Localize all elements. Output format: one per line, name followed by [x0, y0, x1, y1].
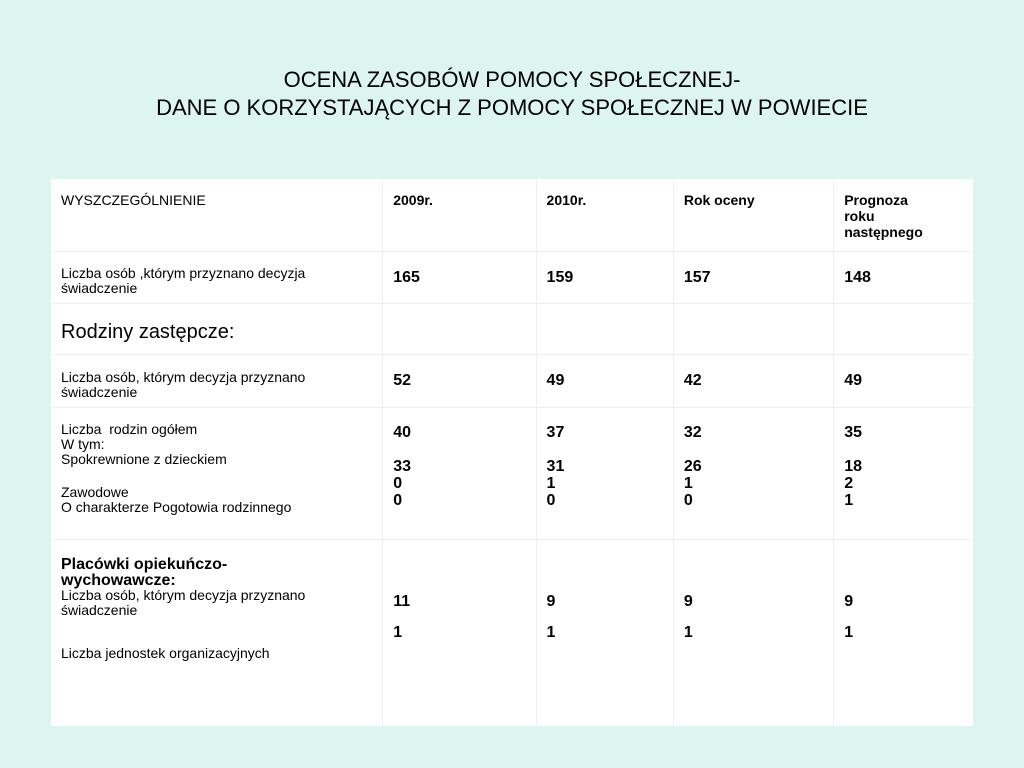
row3-prognoza-zawodowe: 2	[844, 474, 854, 492]
row4-prognoza-jednostki: 1	[844, 623, 854, 641]
row3-prognoza-total: 35	[844, 423, 862, 441]
header-cell-prognoza	[834, 179, 973, 251]
row3-2009-total: 40	[393, 423, 412, 441]
row2-value-2010: 49	[546, 371, 565, 389]
data-table	[51, 179, 973, 726]
row3-rok-oceny-zawodowe: 1	[683, 474, 693, 492]
row3-label-line-5: O charakterze Pogotowia rodzinnego	[61, 498, 292, 515]
row2-value-rok-oceny: 42	[683, 371, 702, 389]
row4-rok-oceny-jednostki: 1	[683, 623, 693, 641]
row4-value-cell	[834, 539, 973, 726]
header-cell-2010	[536, 179, 673, 251]
header-prognoza-line-1: Prognoza	[844, 192, 908, 208]
header-cell-description	[51, 179, 383, 251]
row3-label-line-1: Liczba rodzin ogółem	[61, 420, 198, 437]
row3-values-prognoza	[834, 408, 973, 509]
header-cell-rok-oceny	[673, 179, 833, 251]
page-title	[0, 66, 1024, 122]
row4-heading-line-2: wychowawcze:	[61, 571, 176, 589]
row4-values-2010	[537, 540, 673, 641]
row2-value-cell	[834, 354, 973, 407]
row3-value-cell	[536, 407, 673, 539]
header-prognoza-line-3: następnego	[844, 224, 923, 240]
header-prognoza	[834, 179, 973, 240]
row4-prognoza-osoby: 9	[844, 592, 854, 610]
row3-label-line-2: W tym:	[61, 435, 105, 452]
row4-value-cell	[673, 539, 833, 726]
row2-label	[51, 355, 382, 400]
row1-value-cell	[536, 251, 673, 303]
row1-value-2010: 159	[546, 268, 574, 286]
title-line-2: DANE O KORZYSTAJĄCYCH Z POMOCY SPOŁECZNEJ W POWIECIE	[156, 95, 868, 120]
row4-2009-jednostki: 1	[393, 623, 403, 641]
row4-label-cell	[51, 539, 383, 726]
header-cell-2009	[383, 179, 536, 251]
row3-2010-zawodowe: 1	[546, 474, 556, 492]
row1-value-rok-oceny: 157	[683, 268, 711, 286]
row1-label-cell	[51, 251, 383, 303]
header-rok-oceny: Rok oceny	[683, 192, 755, 208]
header-prognoza-line-2: roku	[844, 208, 875, 224]
row4-value-cell	[536, 539, 673, 726]
row1-label	[51, 252, 382, 296]
section-row	[51, 303, 973, 354]
row4-values-2009	[383, 540, 535, 641]
section-empty-cell	[536, 303, 673, 354]
row1-value-cell	[383, 251, 536, 303]
row2-value-cell	[673, 354, 833, 407]
section-empty-cell	[673, 303, 833, 354]
row4-values-rok-oceny	[674, 540, 833, 641]
row1-value-2009: 165	[393, 268, 420, 286]
table-row	[51, 251, 973, 303]
row3-values-2009	[383, 408, 535, 509]
section-label-cell	[51, 303, 383, 354]
row4-2010-osoby: 9	[546, 592, 556, 610]
title-line-1: OCENA ZASOBÓW POMOCY SPOŁECZNEJ-	[283, 67, 741, 92]
row1-value-cell	[673, 251, 833, 303]
row3-value-cell	[673, 407, 833, 539]
row4-label-line-2: świadczenie	[61, 601, 138, 618]
table-row	[51, 407, 973, 539]
row2-value-2009: 52	[393, 371, 412, 389]
row3-rok-oceny-spokrewnione: 26	[683, 457, 702, 475]
row3-values-2010	[537, 408, 673, 509]
row2-value-cell	[536, 354, 673, 407]
row3-value-cell	[834, 407, 973, 539]
row3-label-line-4: Zawodowe	[61, 483, 129, 500]
section-label-rodziny-zastepcze: Rodziny zastępcze:	[61, 320, 235, 343]
row4-label-units: Liczba jednostek organizacyjnych	[61, 644, 270, 661]
row3-2010-total: 37	[546, 423, 565, 441]
section-empty-cell	[834, 303, 973, 354]
row3-label	[51, 408, 382, 515]
row3-label-line-3: Spokrewnione z dzieckiem	[61, 450, 227, 467]
row3-2010-pogotowie: 0	[546, 491, 556, 509]
section-empty-cell	[383, 303, 536, 354]
row1-label-line-1: Liczba osób ,którym przyznano decyzja	[61, 264, 306, 281]
row2-label-line-1: Liczba osób, którym decyzja przyznano	[61, 368, 306, 385]
row4-rok-oceny-osoby: 9	[683, 592, 693, 610]
row4-heading-line-1: Placówki opiekuńczo-	[61, 555, 228, 573]
row3-prognoza-spokrewnione: 18	[844, 457, 862, 475]
header-description: WYSZCZEGÓLNIENIE	[61, 192, 206, 208]
data-table-container	[51, 179, 973, 726]
row2-label-line-2: świadczenie	[61, 383, 138, 400]
row2-label-cell	[51, 354, 383, 407]
table-row	[51, 354, 973, 407]
row3-value-cell	[383, 407, 536, 539]
header-2009: 2009r.	[393, 192, 433, 208]
row1-label-line-2: świadczenie	[61, 279, 138, 296]
header-2010: 2010r.	[546, 192, 587, 208]
row3-2009-pogotowie: 0	[393, 491, 403, 509]
row3-values-rok-oceny	[674, 408, 833, 509]
row3-prognoza-pogotowie: 1	[844, 491, 854, 509]
row4-label-line-1: Liczba osób, którym decyzja przyznano	[61, 586, 306, 603]
row1-value-prognoza: 148	[844, 268, 871, 286]
row4-value-cell	[383, 539, 536, 726]
table-row	[51, 539, 973, 726]
row2-value-prognoza: 49	[844, 371, 862, 389]
row3-2009-zawodowe: 0	[393, 474, 403, 492]
row3-rok-oceny-pogotowie: 0	[683, 491, 693, 509]
row3-2010-spokrewnione: 31	[546, 457, 565, 475]
row3-2009-spokrewnione: 33	[393, 457, 412, 475]
table-header-row	[51, 179, 973, 251]
row4-values-prognoza	[834, 540, 973, 641]
row1-value-cell	[834, 251, 973, 303]
row2-value-cell	[383, 354, 536, 407]
row4-2010-jednostki: 1	[546, 623, 556, 641]
row4-label	[51, 540, 382, 661]
row3-label-cell	[51, 407, 383, 539]
row4-2009-osoby: 11	[393, 592, 411, 610]
row3-rok-oceny-total: 32	[683, 423, 702, 441]
